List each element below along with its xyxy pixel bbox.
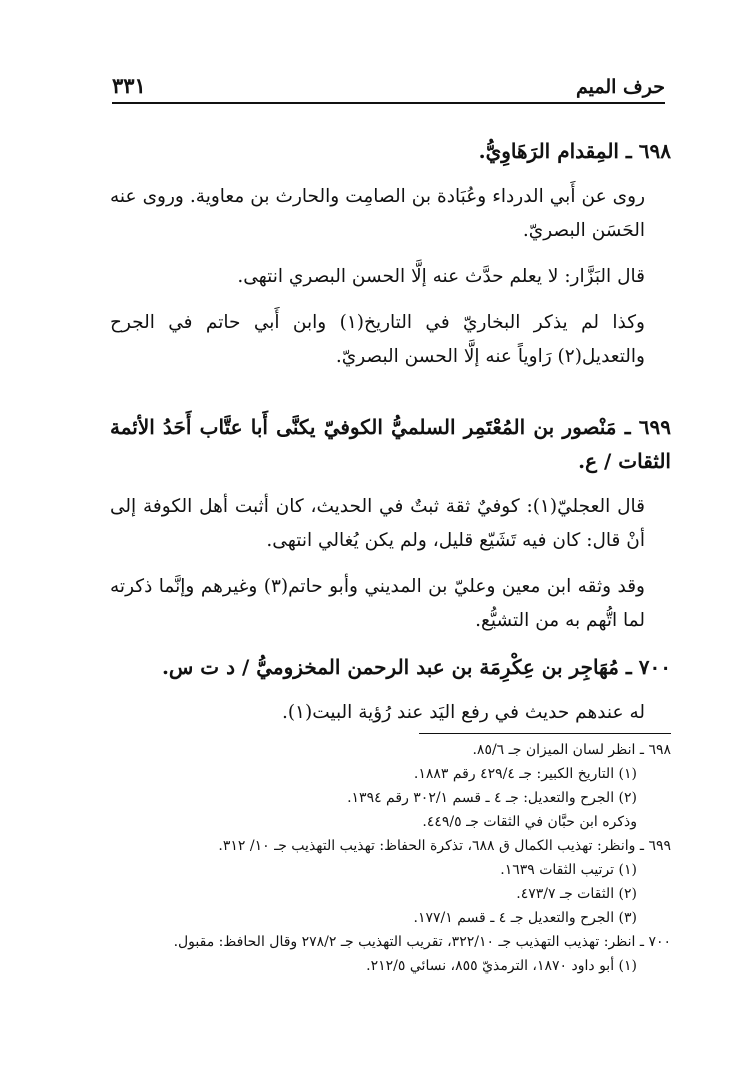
main-text	[110, 128, 671, 742]
footnotes	[110, 738, 671, 978]
entry-paragraph: روى عن أَبي الدرداء وعُبَادة بن الصامِت والحارث بن معاوية. وروى عنه الحَسَن البصريّ.	[110, 186, 645, 241]
chapter-title: حرف الميم	[576, 76, 665, 98]
entry-heading-699: ٦٩٩ ـ مَنْصور بن المُعْتَمِر السلميُّ الكوفيّ يكنَّى أَبا عتَّاب أَحَدُ الأئمة الثقات / ع.	[110, 415, 672, 473]
entry-heading-700: ٧٠٠ ـ مُهَاجِر بن عِكْرِمَة بن عبد الرحمن المخزوميُّ / د ت س.	[161, 655, 671, 679]
footnote: (١) أبو داود ١٨٧٠، الترمذيّ ٨٥٥، نسائي ٢١٢/٥.	[366, 958, 637, 974]
entry-paragraph: وكذا لم يذكر البخاريّ في التاريخ(١) وابن أَبي حاتم في الجرح والتعديل(٢) رَاوياً عنه إلَّا الحسن البصريّ.	[110, 312, 645, 367]
entry-paragraph: له عندهم حديث في رفع اليَد عند رُؤية البيت(١).	[281, 702, 645, 723]
footnote: (١) ترتيب الثقات ١٦٣٩.	[500, 862, 637, 878]
footnote: (١) التاريخ الكبير: جـ ٤٢٩/٤ رقم ١٨٨٣.	[413, 766, 637, 782]
entry-heading-698: ٦٩٨ ـ المِقدام الرَهَاوِيُّ.	[478, 139, 671, 163]
footnote-divider	[419, 733, 671, 734]
footnote: (٣) الجرح والتعديل جـ ٤ ـ قسم ١٧٧/١.	[413, 910, 637, 926]
entry-paragraph: وقد وثقه ابن معين وعليّ بن المديني وأبو حاتم(٣) وغيرهم وإنَّما ذكرته لما اتُّهم به من التشيُّع.	[110, 576, 645, 631]
footnote: (٢) الثقات جـ ٤٧٣/٧.	[516, 886, 637, 902]
entry-paragraph: قال العجليّ(١): كوفيٌ ثقة ثبتٌ في الحديث، كان أثبت أهل الكوفة إلى أنْ قال: كان فيه تَشَيّع قليل، ولم يكن يُغالي انتهى.	[110, 496, 645, 551]
running-header	[112, 70, 665, 104]
footnote: وذكره ابن حبَّان في الثقات جـ ٤٤٩/٥.	[422, 814, 637, 830]
footnote: ٦٩٨ ـ انظر لسان الميزان جـ ٨٥/٦.	[472, 742, 671, 758]
footnote: ٦٩٩ ـ وانظر: تهذيب الكمال ق ٦٨٨، تذكرة الحفاظ: تهذيب التهذيب جـ ١٠/ ٣١٢.	[218, 838, 671, 854]
footnote: (٢) الجرح والتعديل: جـ ٤ ـ قسم ٣٠٢/١ رقم ١٣٩٤.	[347, 790, 637, 806]
entry-paragraph: قال البَزَّار: لا يعلم حدَّث عنه إلَّا الحسن البصري انتهى.	[237, 266, 645, 287]
page-number: ٣٣١	[112, 73, 146, 98]
footnote: ٧٠٠ ـ انظر: تهذيب التهذيب جـ ٣٢٢/١٠، تقريب التهذيب جـ ٢٧٨/٢ وقال الحافظ: مقبول.	[173, 934, 671, 950]
